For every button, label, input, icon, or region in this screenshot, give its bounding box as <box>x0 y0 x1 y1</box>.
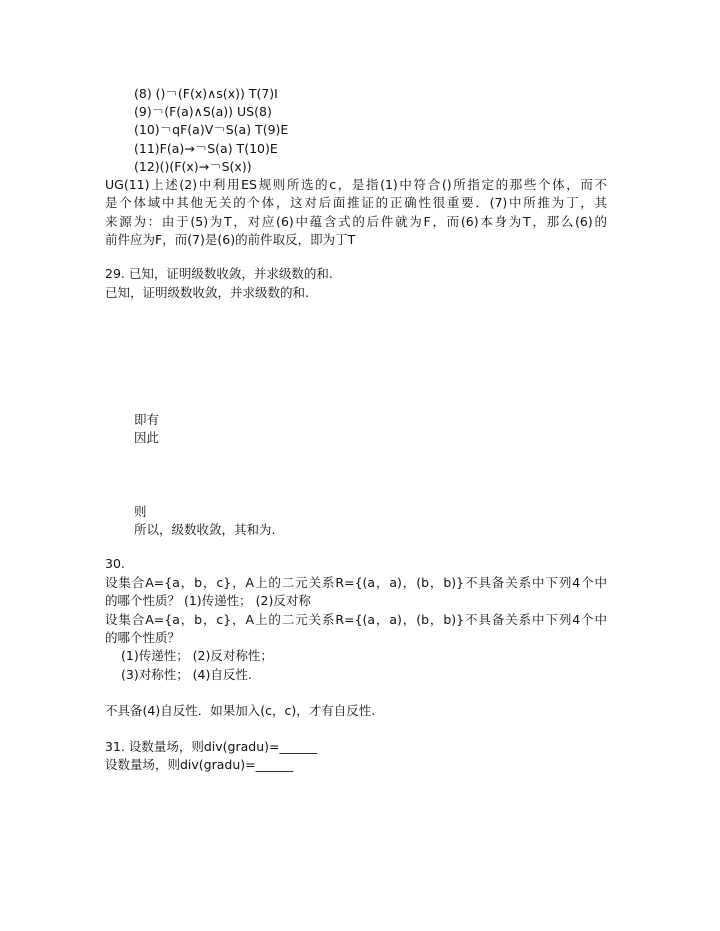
question-29-line-b: 因此 <box>134 430 160 445</box>
proof-explanation-line-3: 来源为：由于(5)为T，对应(6)中蕴含式的后件就为F，而(6)本身为T，那么(6)的 <box>105 214 607 229</box>
question-31-heading: 31. 设数量场，则div(gradu)=______ <box>105 739 317 754</box>
proof-step-9: (9)￢(F(a)∧S(a)) US(8) <box>134 104 272 119</box>
question-31-repeat: 设数量场，则div(gradu)=______ <box>105 757 294 772</box>
proof-explanation-line-4: 前件应为F，而(7)是(6)的前件取反，即为丁T <box>105 232 356 247</box>
question-29-repeat: 已知，证明级数收敛，并求级数的和. <box>105 285 309 300</box>
question-30-options-line-1: (1)传递性； (2)反对称性； <box>121 648 273 663</box>
proof-explanation-line-1: UG(11)上述(2)中利用ES规则所选的c，是指(1)中符合()所指定的那些个体，而不 <box>105 177 607 192</box>
proof-explanation-line-2: 是个体域中其他无关的个体，这对后面推证的正确性很重要．(7)中所推为丁，其 <box>105 195 607 210</box>
proof-step-11: (11)F(a)→￢S(a) T(10)E <box>134 141 278 156</box>
question-30-repeat-line-2: 的哪个性质？ <box>105 630 181 645</box>
question-30-options-line-2: (3)对称性； (4)自反性. <box>121 667 252 682</box>
proof-step-8: (8) ()￢(F(x)∧s(x)) T(7)I <box>134 86 278 101</box>
question-30-stem-line-2: 的哪个性质？ (1)传递性； (2)反对称 <box>105 593 311 608</box>
question-30-answer: 不具备(4)自反性．如果加入(c，c)，才有自反性. <box>105 703 376 718</box>
question-29-line-c: 则 <box>134 504 147 519</box>
question-29-line-d: 所以，级数收敛，其和为. <box>134 522 276 537</box>
question-30-number: 30. <box>105 556 125 571</box>
proof-step-10: (10)￢qF(a)V￢S(a) T(9)E <box>134 122 289 137</box>
question-29-line-a: 即有 <box>134 412 160 427</box>
question-30-repeat-line-1: 设集合A={a，b，c}，A上的二元关系R={(a，a)，(b，b)}不具备关系中下列4个中 <box>105 612 607 627</box>
question-29-heading: 29. 已知，证明级数收敛，并求级数的和. <box>105 266 333 281</box>
question-30-stem-line-1: 设集合A={a，b，c}，A上的二元关系R={(a，a)，(b，b)}不具备关系中下列4个中 <box>105 575 607 590</box>
proof-step-12: (12)()(F(x)→￢S(x)) <box>134 159 252 174</box>
